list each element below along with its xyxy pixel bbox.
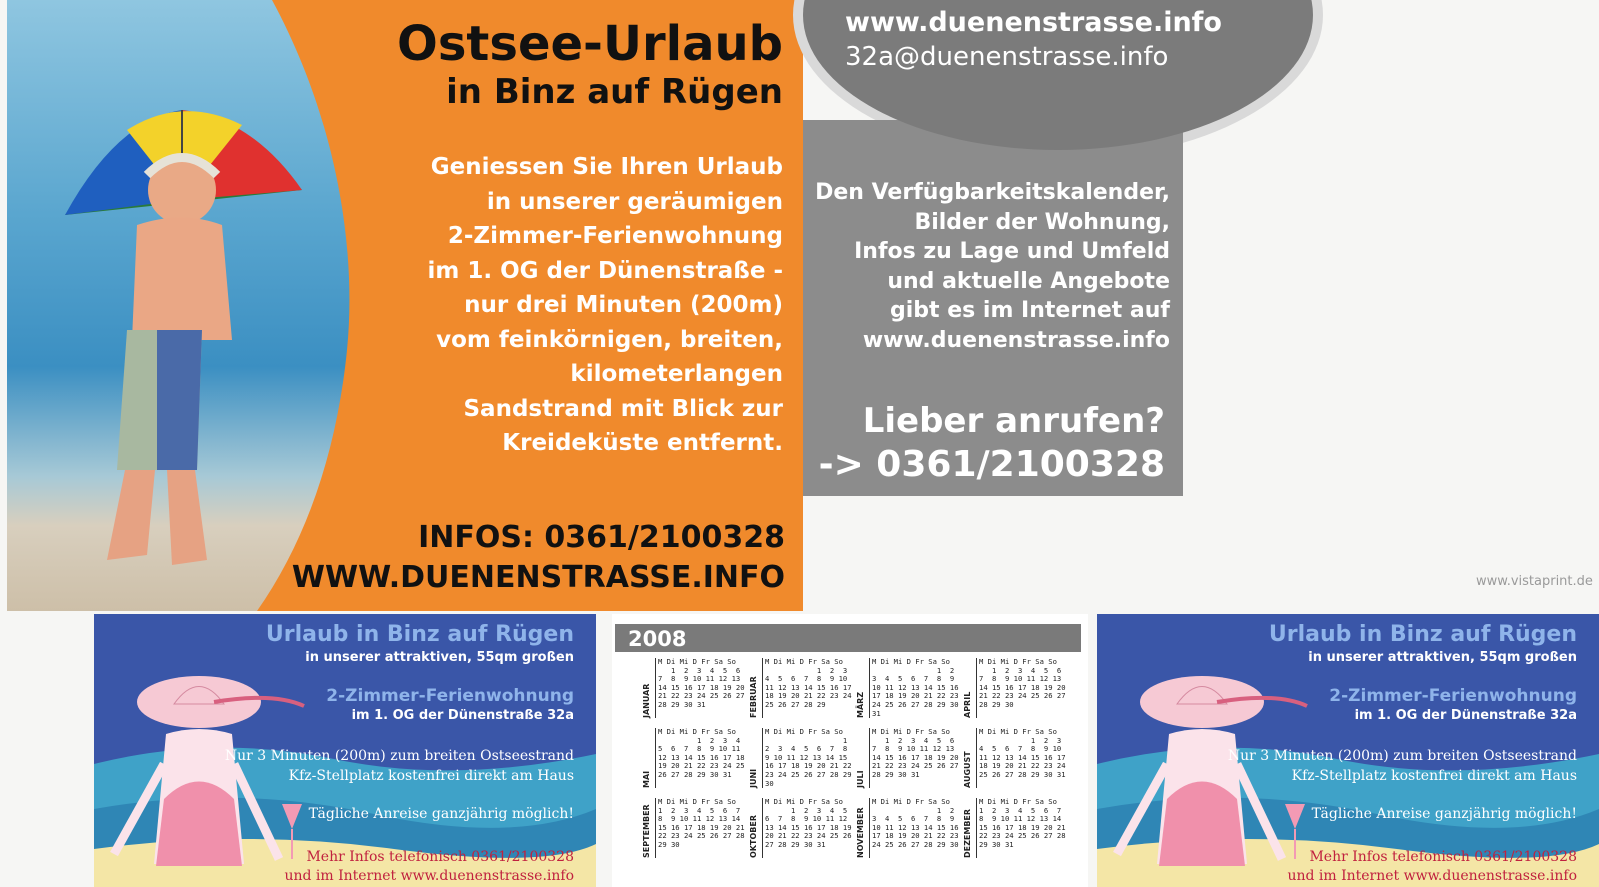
month-name: AUGUST bbox=[963, 751, 972, 788]
month-days: M Di Mi D Fr Sa So 1 2 3 4 5 6 7 8 9 10 11 12 13 14 15 16 17 18 19 20 21 22 23 24 25 26 27 28 29 30 31 bbox=[979, 727, 1066, 779]
flyer1-body-line: Geniessen Sie Ihren Urlaub bbox=[430, 154, 783, 180]
month-days: M Di Mi D Fr Sa So 1 2 3 4 5 6 7 8 9 10 11 12 13 14 15 16 17 18 19 20 21 22 23 24 25 26 27 28 29 30 31 bbox=[765, 797, 852, 849]
business-card-left bbox=[94, 614, 596, 887]
flyer1-footer bbox=[292, 518, 785, 598]
month-name: MÄRZ bbox=[856, 691, 865, 718]
card-contact-web: und im Internet www.duenenstrasse.info bbox=[1287, 868, 1577, 884]
card-info-arrival: Tägliche Anreise ganzjährig möglich! bbox=[308, 806, 574, 822]
flyer1-infos-phone: INFOS: 0361/2100328 bbox=[418, 520, 785, 555]
calendar-month bbox=[963, 798, 1067, 862]
vistaprint-watermark: www.vistaprint.de bbox=[1476, 574, 1593, 589]
calendar-month bbox=[642, 798, 746, 862]
month-days: M Di Mi D Fr Sa So 1 2 3 4 5 6 7 8 9 10 11 12 13 14 15 16 17 18 19 20 21 22 23 24 25 26 27 28 29 30 bbox=[872, 797, 959, 849]
month-days: M Di Mi D Fr Sa So 1 2 3 4 5 6 7 8 9 10 11 12 13 14 15 16 17 18 19 20 21 22 23 24 25 26 27 28 29 30 31 bbox=[979, 797, 1066, 849]
flyer2-body-line: www.duenenstrasse.info bbox=[862, 327, 1170, 353]
calendar-month bbox=[642, 728, 746, 792]
calendar-month bbox=[963, 658, 1067, 722]
flyer2-body-line: Infos zu Lage und Umfeld bbox=[854, 239, 1170, 264]
month-name: SEPTEMBER bbox=[642, 804, 651, 858]
flyer1-body-line: vom feinkörnigen, breiten, bbox=[436, 326, 783, 353]
card-info-beach: Nur 3 Minuten (200m) zum breiten Ostseestrand bbox=[1227, 748, 1577, 764]
flyer1-body-line: kilometerlangen bbox=[570, 361, 783, 387]
flyer2-body-line: Den Verfügbarkeitskalender, bbox=[815, 180, 1170, 205]
card-contact-phone: Mehr Infos telefonisch 0361/2100328 bbox=[1309, 849, 1577, 865]
month-days: M Di Mi D Fr Sa So 1 2 3 4 5 6 7 8 9 10 11 12 13 14 15 16 17 18 19 20 21 22 23 24 25 26 27 28 29 30 bbox=[658, 797, 745, 849]
card-info-parking: Kfz-Stellplatz kostenfrei direkt am Haus bbox=[1291, 768, 1577, 784]
child-with-umbrella-illustration bbox=[65, 110, 302, 565]
card-info-parking: Kfz-Stellplatz kostenfrei direkt am Haus bbox=[288, 768, 574, 784]
card-floor: im 1. OG der Dünenstraße 32a bbox=[351, 708, 574, 723]
calendar-month bbox=[856, 798, 960, 862]
card-floor: im 1. OG der Dünenstraße 32a bbox=[1354, 708, 1577, 723]
flyer1-description bbox=[363, 150, 783, 461]
card-title: Urlaub in Binz auf Rügen bbox=[1268, 622, 1577, 647]
flyer2-url: www.duenenstrasse.info bbox=[845, 7, 1222, 38]
card-info-arrival: Tägliche Anreise ganzjährig möglich! bbox=[1311, 806, 1577, 822]
flyer2-email: 32a@duenenstrasse.info bbox=[845, 42, 1169, 72]
card-contact-web: und im Internet www.duenenstrasse.info bbox=[284, 868, 574, 884]
flyer1-heading bbox=[397, 16, 783, 112]
flyer1-website: WWW.DUENENSTRASSE.INFO bbox=[291, 560, 785, 595]
flyer2-description bbox=[810, 178, 1170, 355]
card-flat-type: 2-Zimmer-Ferienwohnung bbox=[1329, 686, 1577, 706]
month-name: JULI bbox=[856, 770, 865, 788]
calendar-2008 bbox=[612, 614, 1088, 887]
month-days: M Di Mi D Fr Sa So 1 2 3 4 5 6 7 8 9 10 11 12 13 14 15 16 17 18 19 20 21 22 23 24 25 26 27 28 29 30 31 bbox=[658, 657, 745, 709]
calendar-month bbox=[749, 658, 853, 722]
card-subtitle: in unserer attraktiven, 55qm großen bbox=[305, 650, 574, 665]
month-days: M Di Mi D Fr Sa So 1 2 3 4 5 6 7 8 9 10 11 12 13 14 15 16 17 18 19 20 21 22 23 24 25 26 27 28 29 30 31 bbox=[872, 657, 959, 718]
flyer2-body-line: und aktuelle Angebote bbox=[887, 268, 1170, 294]
flyer1-body-line: Kreideküste entfernt. bbox=[502, 430, 783, 456]
month-name: APRIL bbox=[963, 691, 972, 718]
flyer-ostsee-urlaub bbox=[7, 0, 803, 611]
flyer1-body-line: im 1. OG der Dünenstraße - bbox=[427, 257, 783, 284]
flyer2-call bbox=[810, 400, 1165, 488]
calendar-month bbox=[856, 658, 960, 722]
card-info-beach: Nur 3 Minuten (200m) zum breiten Ostseestrand bbox=[224, 748, 574, 764]
call-number: -> 0361/2100328 bbox=[818, 444, 1165, 485]
business-card-right bbox=[1097, 614, 1599, 887]
month-days: M Di Mi D Fr Sa So 1 2 3 4 5 6 7 8 9 10 11 12 13 14 15 16 17 18 19 20 21 22 23 24 25 26 27 28 29 30 31 bbox=[872, 727, 959, 779]
calendar-month bbox=[642, 658, 746, 722]
flyer1-body-line: 2-Zimmer-Ferienwohnung bbox=[447, 223, 783, 249]
card-title: Urlaub in Binz auf Rügen bbox=[265, 622, 574, 647]
month-name: JUNI bbox=[749, 768, 758, 788]
flyer2-body-line: gibt es im Internet auf bbox=[890, 298, 1170, 323]
flyer1-body-line: nur drei Minuten (200m) bbox=[464, 292, 783, 318]
month-name: MAI bbox=[642, 770, 651, 788]
month-days: M Di Mi D Fr Sa So 1 2 3 4 5 6 7 8 9 10 11 12 13 14 15 16 17 18 19 20 21 22 23 24 25 26 27 28 29 bbox=[765, 657, 852, 709]
calendar-month bbox=[963, 728, 1067, 792]
card-flat-type: 2-Zimmer-Ferienwohnung bbox=[326, 686, 574, 706]
card-subtitle: in unserer attraktiven, 55qm großen bbox=[1308, 650, 1577, 665]
month-name: OKTOBER bbox=[749, 815, 758, 858]
flyer2-body-line: Bilder der Wohnung, bbox=[914, 209, 1170, 235]
calendar-month bbox=[749, 728, 853, 792]
card-contact-phone: Mehr Infos telefonisch 0361/2100328 bbox=[306, 849, 574, 865]
month-name: JANUAR bbox=[642, 683, 651, 718]
month-days: M Di Mi D Fr Sa So 1 2 3 4 5 6 7 8 9 10 11 12 13 14 15 16 17 18 19 20 21 22 23 24 25 26 27 28 29 30 bbox=[979, 657, 1066, 709]
flyer1-body-line: Sandstrand mit Blick zur bbox=[463, 395, 783, 422]
flyer1-title: Ostsee-Urlaub bbox=[397, 16, 783, 72]
call-label: Lieber anrufen? bbox=[862, 401, 1165, 441]
calendar-month bbox=[856, 728, 960, 792]
calendar-month bbox=[749, 798, 853, 862]
calendar-year: 2008 bbox=[628, 627, 687, 651]
month-name: FEBRUAR bbox=[749, 676, 758, 718]
month-name: NOVEMBER bbox=[856, 807, 865, 858]
month-days: M Di Mi D Fr Sa So 1 2 3 4 5 6 7 8 9 10 11 12 13 14 15 16 17 18 19 20 21 22 23 24 25 26 27 28 29 30 31 bbox=[658, 727, 745, 779]
flyer1-body-line: in unserer geräumigen bbox=[486, 188, 783, 215]
flyer1-subtitle: in Binz auf Rügen bbox=[446, 72, 783, 112]
month-days: M Di Mi D Fr Sa So 1 2 3 4 5 6 7 8 9 10 11 12 13 14 15 16 17 18 19 20 21 22 23 24 25 26 27 28 29 30 bbox=[765, 727, 852, 788]
month-name: DEZEMBER bbox=[963, 808, 972, 858]
